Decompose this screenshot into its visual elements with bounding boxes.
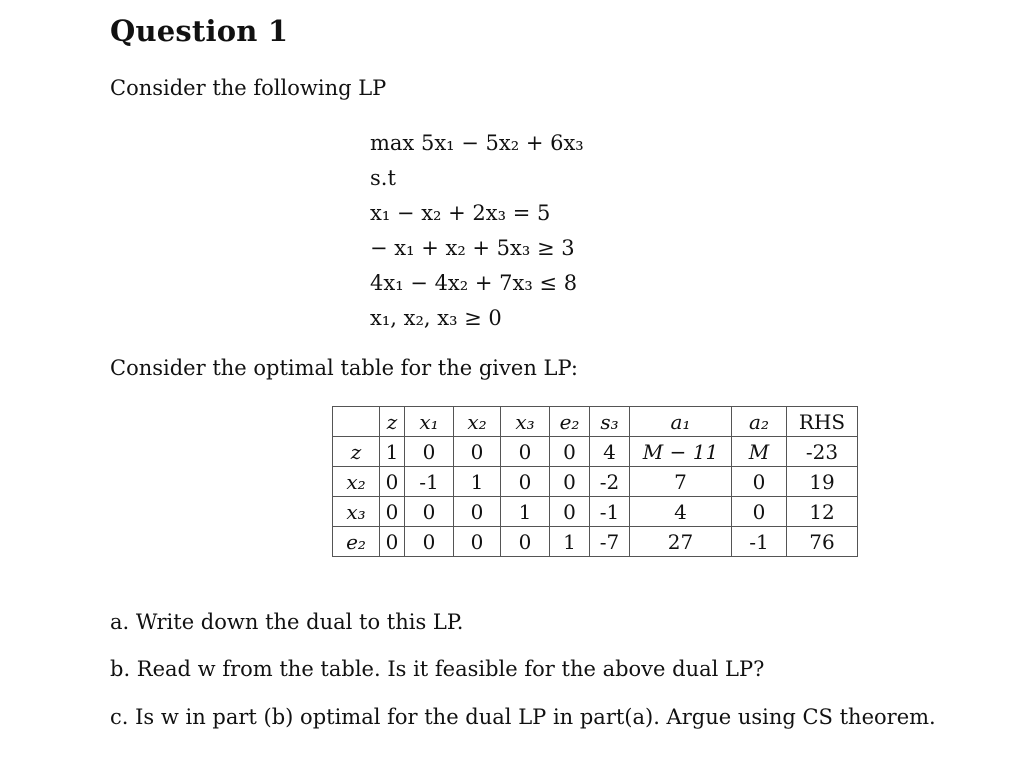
table-cell: 0 — [454, 437, 501, 467]
table-cell: 0 — [454, 527, 501, 557]
lp-objective: max 5x₁ − 5x₂ + 6x₃ — [370, 131, 584, 155]
table-cell: 7 — [630, 467, 732, 497]
table-intro-text: Consider the optimal table for the given LP: — [110, 356, 578, 380]
question-c: c. Is w in part (b) optimal for the dual LP in part(a). Argue using CS theorem. — [110, 705, 936, 729]
header-cell — [333, 407, 380, 437]
table-cell: 0 — [501, 527, 550, 557]
header-cell: x₃ — [501, 407, 550, 437]
row-label-cell: e₂ — [333, 527, 380, 557]
table-cell: 76 — [787, 527, 858, 557]
table-cell: 0 — [732, 467, 787, 497]
lp-formulation — [370, 126, 584, 336]
question-a: a. Write down the dual to this LP. — [110, 610, 464, 634]
table-cell: -2 — [590, 467, 630, 497]
table-row — [333, 437, 858, 467]
table-cell: 0 — [380, 497, 405, 527]
table-row — [333, 497, 858, 527]
simplex-tableau — [332, 406, 858, 557]
table-cell: M − 11 — [630, 437, 732, 467]
table-cell: 1 — [380, 437, 405, 467]
table-cell: 0 — [550, 437, 590, 467]
lp-constraint-1: x₁ − x₂ + 2x₃ = 5 — [370, 201, 551, 225]
table-cell: 0 — [501, 437, 550, 467]
question-title: Question 1 — [110, 14, 289, 48]
table-cell: 0 — [501, 467, 550, 497]
table-cell: 27 — [630, 527, 732, 557]
intro-text: Consider the following LP — [110, 76, 387, 100]
question-b: b. Read w from the table. Is it feasible for the above dual LP? — [110, 657, 765, 681]
table-cell: -1 — [590, 497, 630, 527]
lp-nonnegativity: x₁, x₂, x₃ ≥ 0 — [370, 306, 502, 330]
lp-constraint-3: 4x₁ − 4x₂ + 7x₃ ≤ 8 — [370, 271, 578, 295]
header-cell: a₂ — [732, 407, 787, 437]
table-cell: 0 — [405, 497, 454, 527]
table-cell: 4 — [590, 437, 630, 467]
table-row — [333, 527, 858, 557]
header-cell: x₂ — [454, 407, 501, 437]
table-cell: 0 — [380, 527, 405, 557]
table-cell: -7 — [590, 527, 630, 557]
header-cell: s₃ — [590, 407, 630, 437]
table-cell: -1 — [732, 527, 787, 557]
table-cell: 1 — [454, 467, 501, 497]
tableau-header-row — [333, 407, 858, 437]
row-label-cell: x₂ — [333, 467, 380, 497]
header-cell: x₁ — [405, 407, 454, 437]
header-cell: z — [380, 407, 405, 437]
header-cell: RHS — [787, 407, 858, 437]
table-cell: 0 — [454, 497, 501, 527]
table-cell: 0 — [405, 527, 454, 557]
table-cell: 0 — [550, 497, 590, 527]
table-cell: -1 — [405, 467, 454, 497]
header-cell: e₂ — [550, 407, 590, 437]
row-label-cell: z — [333, 437, 380, 467]
table-cell: 1 — [550, 527, 590, 557]
table-cell: 1 — [501, 497, 550, 527]
table-cell: 19 — [787, 467, 858, 497]
table-cell: 12 — [787, 497, 858, 527]
table-cell: 0 — [732, 497, 787, 527]
table-row — [333, 467, 858, 497]
table-cell: 0 — [550, 467, 590, 497]
table-cell: 0 — [380, 467, 405, 497]
lp-subject-to: s.t — [370, 166, 396, 190]
row-label-cell: x₃ — [333, 497, 380, 527]
table-cell: M — [732, 437, 787, 467]
table-cell: 0 — [405, 437, 454, 467]
lp-constraint-2: − x₁ + x₂ + 5x₃ ≥ 3 — [370, 236, 575, 260]
table-cell: 4 — [630, 497, 732, 527]
table-cell: -23 — [787, 437, 858, 467]
header-cell: a₁ — [630, 407, 732, 437]
